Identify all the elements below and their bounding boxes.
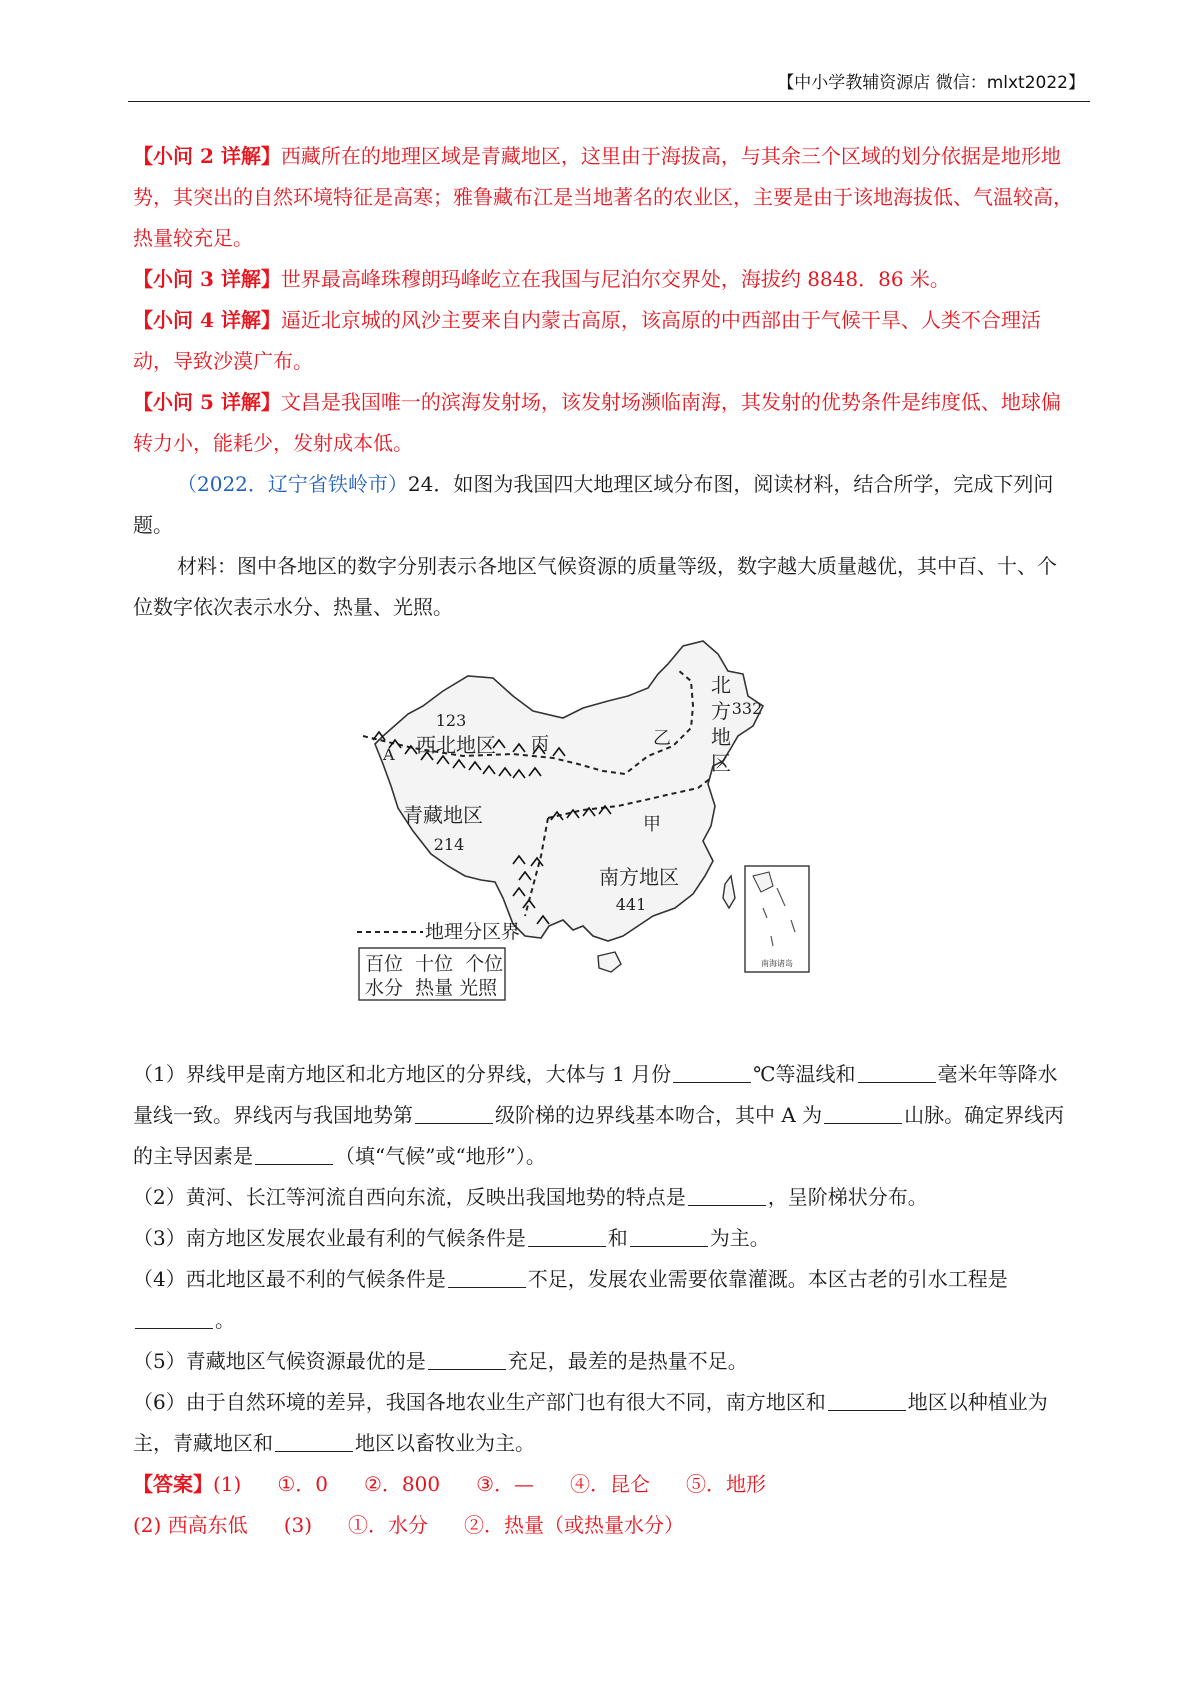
explanation-text: 世界最高峰珠穆朗玛峰屹立在我国与尼泊尔交界处，海拔约 8848．86 米。 <box>280 267 950 291</box>
answer-blank[interactable] <box>824 1103 902 1124</box>
north-char-2: 方 <box>711 699 731 723</box>
explanation-2 <box>133 136 1073 259</box>
explanation-tag: 【小问 5 详解】 <box>133 390 281 414</box>
sub-question-3: （3）南方地区发展农业最有利的气候条件是 和 为主。 <box>133 1226 770 1250</box>
answer-blank[interactable] <box>528 1226 606 1247</box>
answer-blank[interactable] <box>630 1226 708 1247</box>
legend-row-1: 百位 十位 个位 <box>365 953 504 975</box>
answer-blank[interactable] <box>415 1103 493 1124</box>
page-header: 【中小学教辅资源店 微信：mlxt2022】 <box>777 73 1085 93</box>
explanation-4 <box>133 300 1073 382</box>
sub-question-5: （5）青藏地区气候资源最优的是 充足，最差的是热量不足。 <box>133 1349 748 1373</box>
qingzang-label: 青藏地区 <box>403 803 483 827</box>
qingzang-value: 214 <box>433 835 465 854</box>
answer-tag: 【答案】 <box>133 1472 213 1496</box>
answer-blank[interactable] <box>275 1431 353 1452</box>
taiwan-island <box>723 876 735 908</box>
explanation-5 <box>133 382 1073 464</box>
question-source: （2022．辽宁省铁岭市） <box>177 472 408 496</box>
legend-row-2: 水分 热量 光照 <box>365 977 498 999</box>
answer-blank[interactable] <box>448 1267 526 1288</box>
map-figure <box>353 636 833 1048</box>
explanation-text: 逼近北京城的风沙主要来自内蒙古高原，该高原的中西部由于气候干旱、人类不合理活动，导致沙漠广布。 <box>133 308 1041 373</box>
answer-line-2: (2) 西高东低 (3) ①．水分 ②．热量（或热量水分） <box>133 1513 685 1537</box>
question-intro <box>133 464 1073 546</box>
north-char-1: 北 <box>711 673 731 697</box>
explanation-tag: 【小问 3 详解】 <box>133 267 281 291</box>
answer-blank[interactable] <box>255 1144 333 1165</box>
answer-blank[interactable] <box>688 1185 766 1206</box>
northwest-value: 123 <box>435 711 467 730</box>
question-stem: 24．如图为我国四大地理区域分布图，阅读材料，结合所学，完成下列问题。 <box>133 472 1054 537</box>
document-body <box>133 136 1073 1546</box>
answer-blank[interactable] <box>828 1390 906 1411</box>
answer-blank[interactable] <box>673 1062 751 1083</box>
north-char-3: 地 <box>711 725 731 749</box>
sub-question-1: （1）界线甲是南方地区和北方地区的分界线，大体与 1 月份 ℃等温线和 毫米年等降水量线一致。界线丙与我国地势第 级阶梯的边界线基本吻合，其中 A 为 山脉。确定界线丙的主导因素是 （填“气候”或“地形”）。 <box>133 1062 1065 1168</box>
sub-question-2: （2）黄河、长江等河流自西向东流，反映出我国地势的特点是 ，呈阶梯状分布。 <box>133 1185 928 1209</box>
sub-question-6: （6）由于自然环境的差异，我国各地农业生产部门也有很大不同，南方地区和 地区以种植业为主，青藏地区和 地区以畜牧业为主。 <box>133 1390 1048 1455</box>
answer-blank[interactable] <box>858 1062 936 1083</box>
south-label: 南方地区 <box>599 865 679 889</box>
south-value: 441 <box>615 895 647 914</box>
north-char-4: 区 <box>711 751 731 775</box>
answer-line-1: 【答案】(1) ①．0 ②．800 ③．— ④．昆仑 ⑤．地形 <box>133 1472 767 1496</box>
header-divider <box>128 101 1090 102</box>
question-material: 材料：图中各地区的数字分别表示各地区气候资源的质量等级，数字越大质量越优，其中百、十、个位数字依次表示水分、热量、光照。 <box>133 554 1057 619</box>
china-outline <box>375 641 763 941</box>
answer-blank[interactable] <box>135 1308 213 1329</box>
explanation-3 <box>133 259 1073 300</box>
line-bing-label: 丙 <box>531 734 549 755</box>
answer-blank[interactable] <box>428 1349 506 1370</box>
explanation-text: 西藏所在的地理区域是青藏地区，这里由于海拔高，与其余三个区域的划分依据是地形地势，其突出的自然环境特征是高寒；雅鲁藏布江是当地著名的农业区，主要是由于该地海拔低、气温较高，热量较充足。 <box>133 144 1073 250</box>
northwest-label: 西北地区 <box>416 733 496 757</box>
explanation-tag: 【小问 2 详解】 <box>133 144 281 168</box>
line-jia-label: 甲 <box>643 814 661 835</box>
sub-question-4: （4）西北地区最不利的气候条件是 不足，发展农业需要依靠灌溉。本区古老的引水工程是。 <box>133 1267 1008 1332</box>
hainan-island <box>598 952 621 972</box>
explanation-tag: 【小问 4 详解】 <box>133 308 281 332</box>
inset-label: 南海诸岛 <box>761 959 793 968</box>
china-regions-map <box>133 636 1073 1048</box>
north-value: 332 <box>731 699 763 718</box>
south-sea-inset <box>745 866 809 972</box>
point-a-label: A <box>383 745 395 764</box>
legend-line-label: 地理分区界 <box>425 921 521 943</box>
line-yi-label: 乙 <box>653 728 671 749</box>
explanation-text: 文昌是我国唯一的滨海发射场，该发射场濒临南海，其发射的优势条件是纬度低、地球偏转力小，能耗少，发射成本低。 <box>133 390 1061 455</box>
